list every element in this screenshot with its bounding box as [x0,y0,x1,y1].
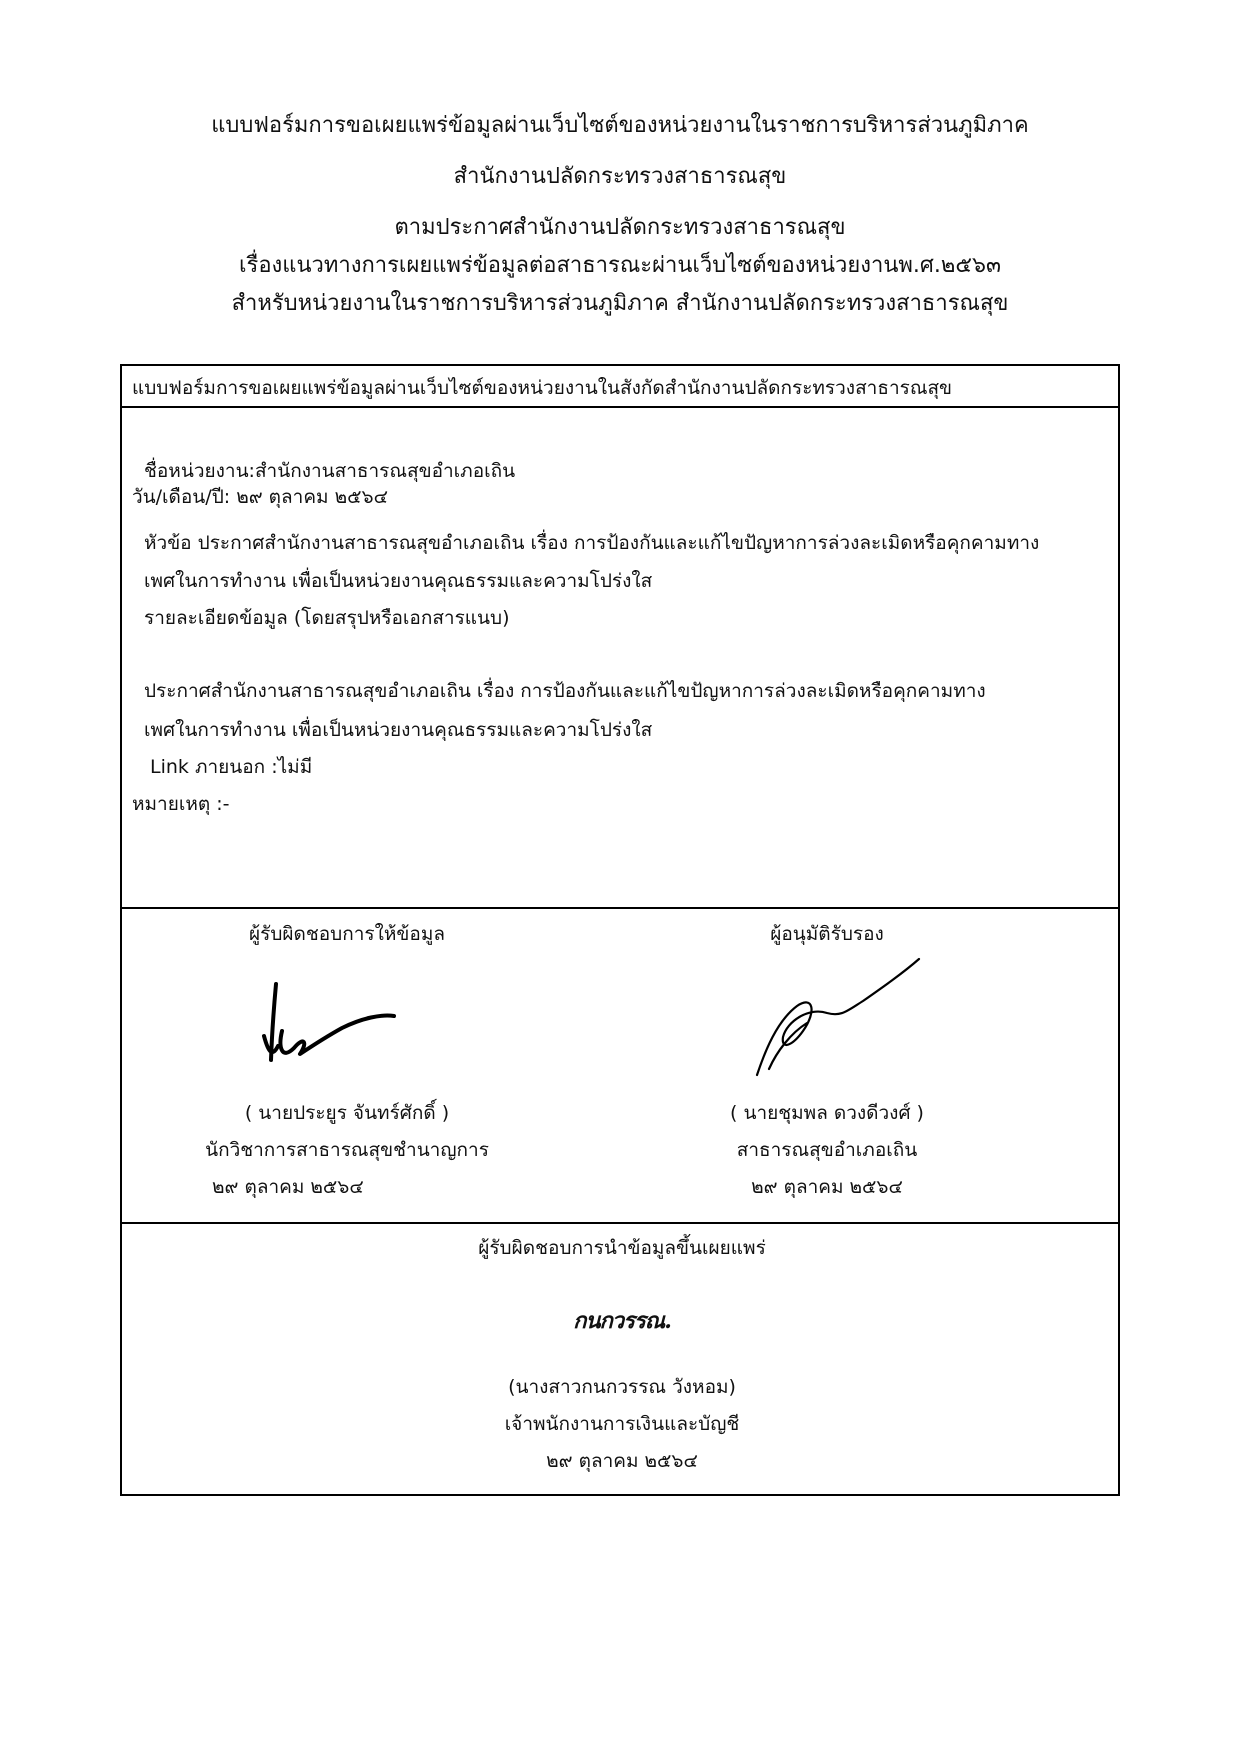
form-title: แบบฟอร์มการขอเผยแพร่ข้อมูลผ่านเว็บไซต์ของหน่วยงานในสังกัดสำนักงานปลัดกระทรวงสาธารณสุข [132,377,953,399]
approver-role: ผู้อนุมัติรับรอง [770,923,884,945]
approver-date: ๒๙ ตุลาคม ๒๕๖๔ [751,1176,903,1198]
approver-signature [747,951,927,1081]
form-box [120,364,1120,1496]
details-label: รายละเอียดข้อมูล (โดยสรุปหรือเอกสารแนบ) [144,607,510,629]
publisher-signature: กนกวรรณ. [573,1308,671,1334]
header-line-3: ตามประกาศสำนักงานปลัดกระทรวงสาธารณสุข [394,215,846,240]
publisher-name: (นางสาวกนกวรรณ วังหอม) [508,1376,736,1398]
external-link: Link ภายนอก :ไม่มี [150,756,313,778]
topic-line-2: เพศในการทำงาน เพื่อเป็นหน่วยงานคุณธรรมและความโปร่งใส [144,570,653,592]
topic-line-1: หัวข้อ ประกาศสำนักงานสาธารณสุขอำเภอเถิน เรื่อง การป้องกันและแก้ไขปัญหาการล่วงละเมิดหรือคุกคามทาง [144,532,1040,554]
approver-name: ( นายชุมพล ดวงดีวงศ์ ) [730,1102,924,1124]
details-line-1: ประกาศสำนักงานสาธารณสุขอำเภอเถิน เรื่อง การป้องกันและแก้ไขปัญหาการล่วงละเมิดหรือคุกคามทาง [144,680,986,702]
divider-publisher [122,1222,1118,1224]
publisher-role: ผู้รับผิดชอบการนำข้อมูลขึ้นเผยแพร่ [478,1237,766,1259]
publisher-position: เจ้าพนักงานการเงินและบัญชี [504,1413,740,1435]
remark: หมายเหตุ :- [132,793,230,815]
approver-position: สาธารณสุขอำเภอเถิน [736,1139,918,1161]
header-line-4: เรื่องแนวทางการเผยแพร่ข้อมูลต่อสาธารณะผ่านเว็บไซต์ของหน่วยงานพ.ศ.๒๕๖๓ [238,253,1002,278]
provider-signature [252,976,412,1066]
provider-name: ( นายประยูร จันทร์ศักดิ์ ) [244,1102,450,1124]
provider-position: นักวิชาการสาธารณสุขชำนาญการ [205,1139,489,1161]
divider-signatures [122,907,1118,909]
publisher-date: ๒๙ ตุลาคม ๒๕๖๔ [546,1450,698,1472]
agency-name: ชื่อหน่วยงาน:สำนักงานสาธารณสุขอำเภอเถิน [144,460,516,482]
details-line-2: เพศในการทำงาน เพื่อเป็นหน่วยงานคุณธรรมและความโปร่งใส [144,719,653,741]
provider-date: ๒๙ ตุลาคม ๒๕๖๔ [212,1176,364,1198]
divider-title [122,406,1118,408]
form-date: วัน/เดือน/ปี: ๒๙ ตุลาคม ๒๕๖๔ [132,486,388,508]
header-line-1: แบบฟอร์มการขอเผยแพร่ข้อมูลผ่านเว็บไซต์ของหน่วยงานในราชการบริหารส่วนภูมิภาค [211,113,1029,138]
header-line-2: สำนักงานปลัดกระทรวงสาธารณสุข [453,164,787,189]
provider-role: ผู้รับผิดชอบการให้ข้อมูล [249,923,445,945]
header-line-5: สำหรับหน่วยงานในราชการบริหารส่วนภูมิภาค สำนักงานปลัดกระทรวงสาธารณสุข [231,291,1009,316]
